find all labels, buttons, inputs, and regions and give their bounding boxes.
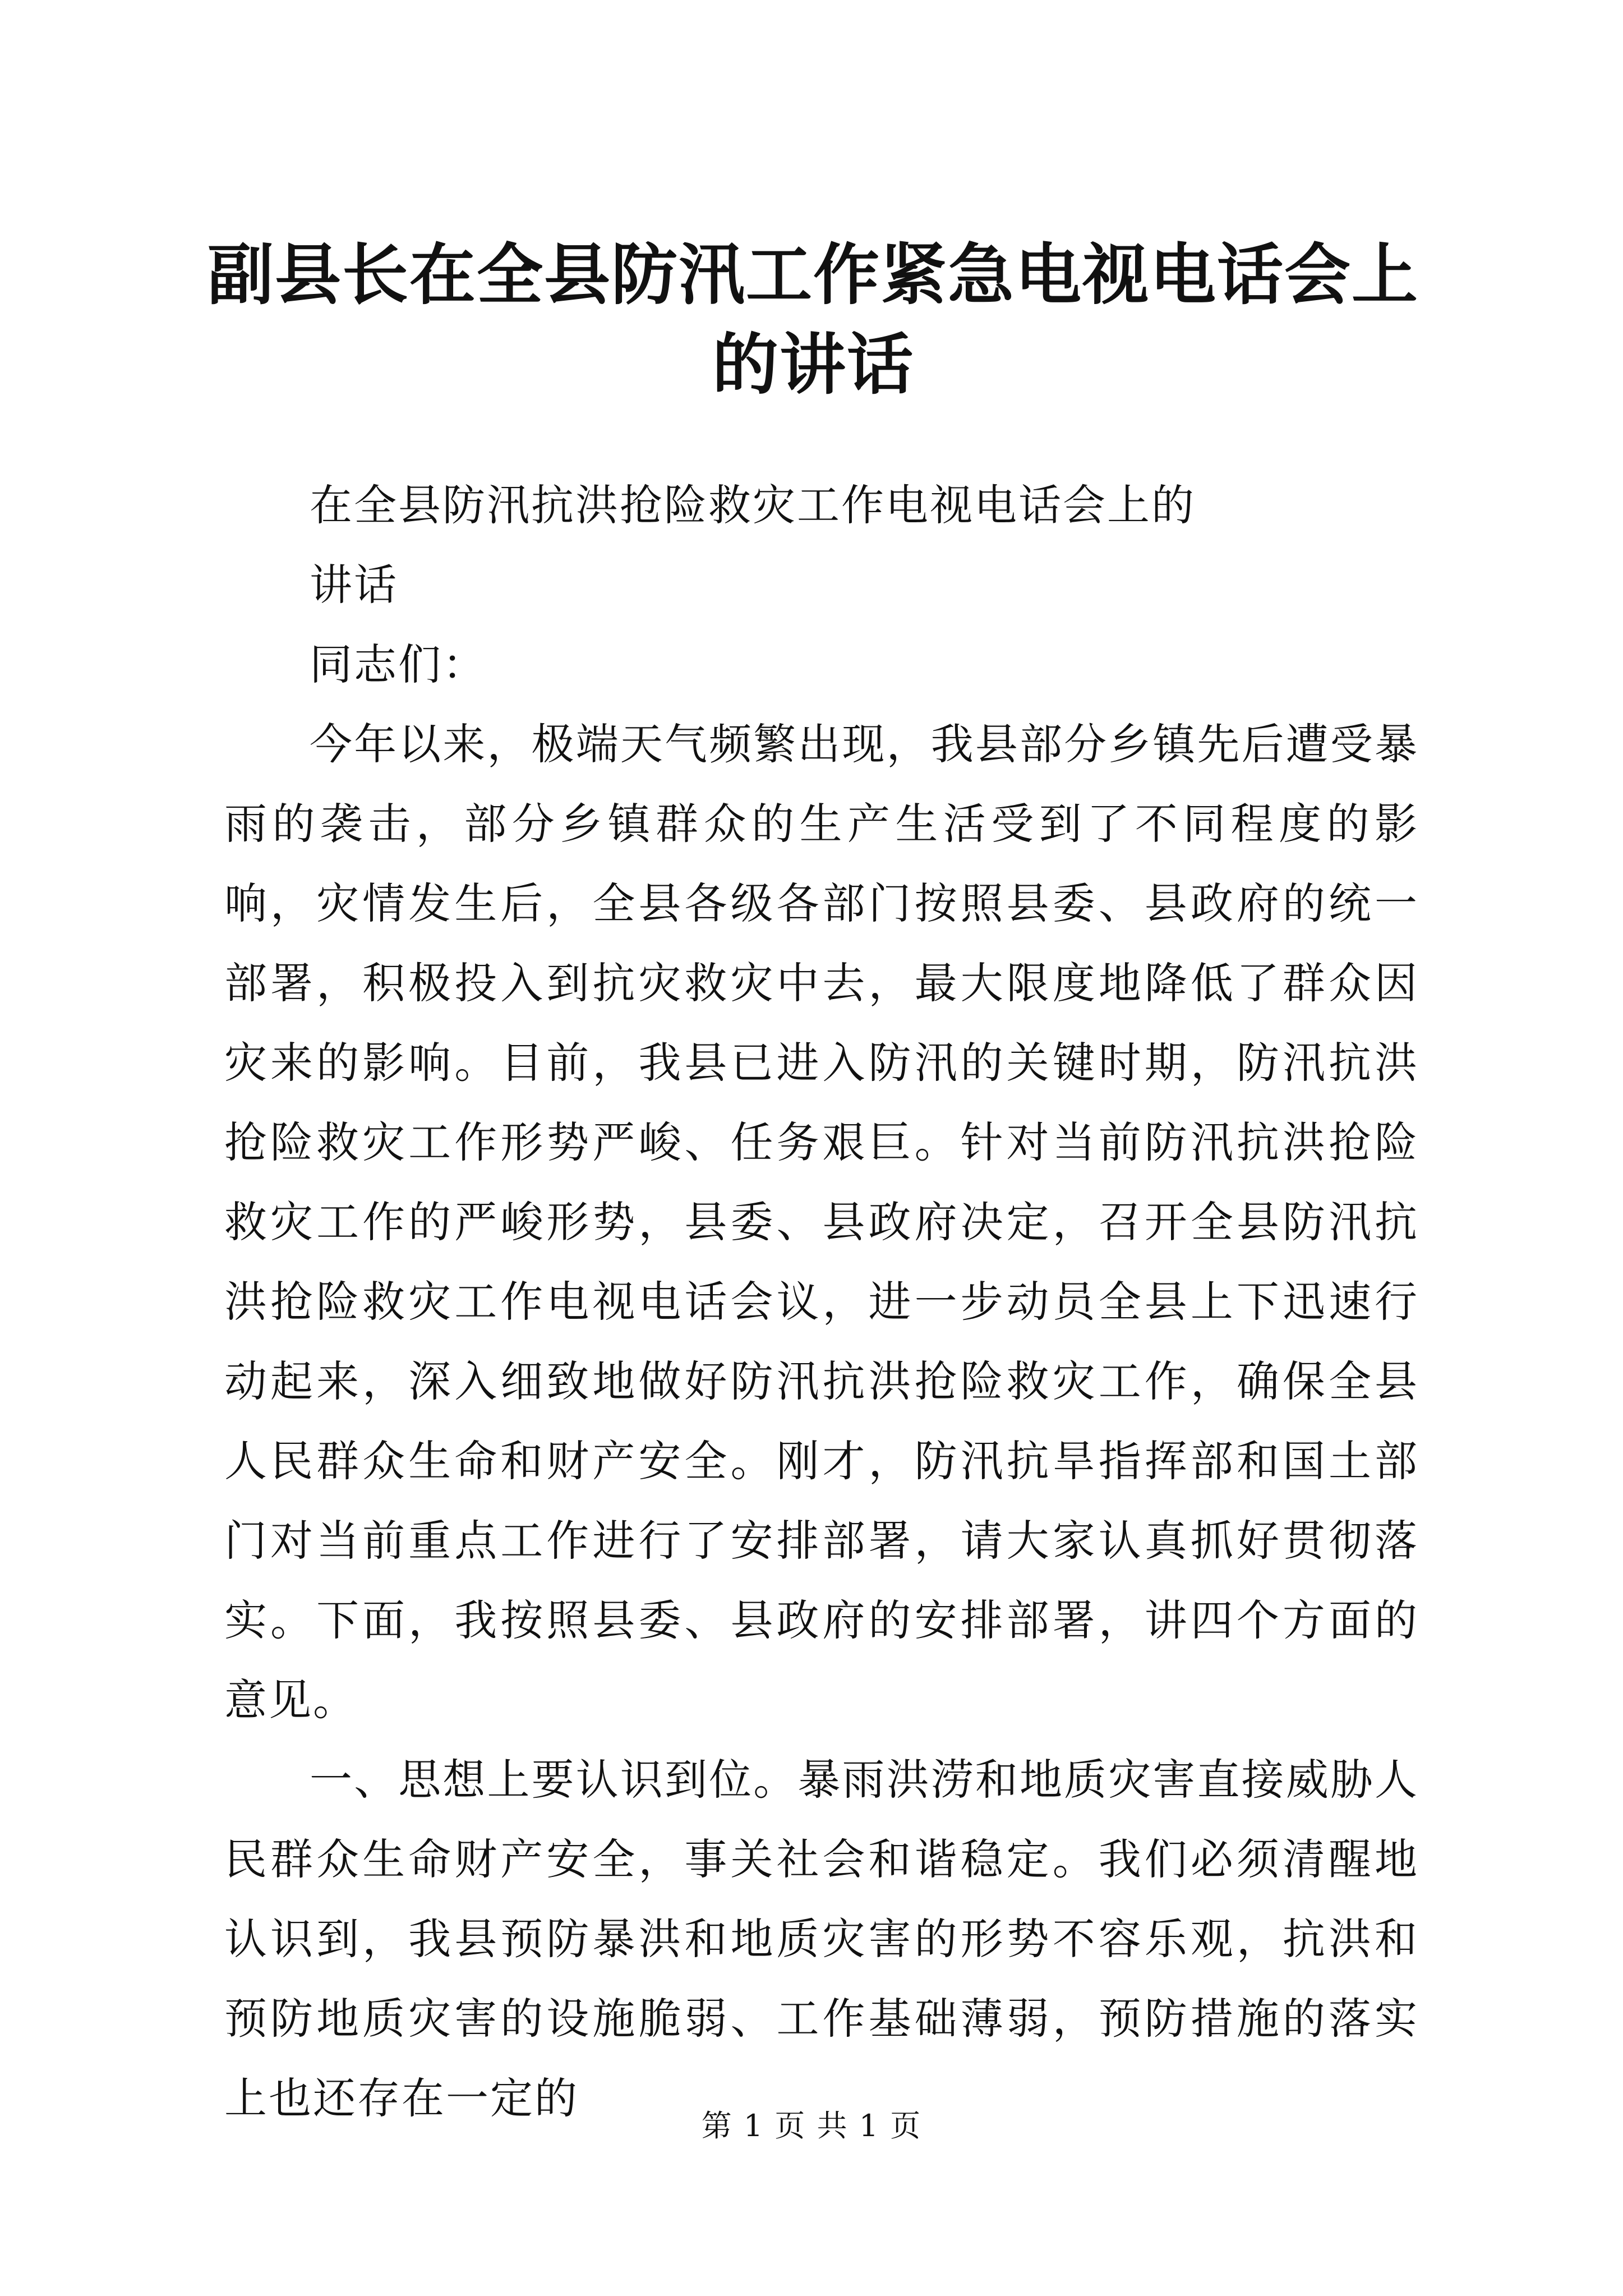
page-footer: 第 1 页 共 1 页 <box>701 2108 922 2143</box>
salutation: 同志们： <box>310 639 487 689</box>
body-paragraph: 今年以来，极端天气频繁出现，我县部分乡镇先后遭受暴雨的袭击，部分乡镇群众的生产生活受到了不同程度的影响，灾情发生后，全县各级各部门按照县委、县政府的统一部署，积极投入到抗灾救灾中去，最大限度地降低了群众因灾来的影响。目前，我县已进入防汛的关键时期，防汛抗洪抢险救灾工作形势严峻、任务艰巨。针对当前防汛抗洪抢险救灾工作的严峻形势，县委、县政府决定，召开全县防汛抗洪抢险救灾工作电视电话会议，进一步动员全县上下迅速行动起来，深入细致地做好防汛抗洪抢险救灾工作，确保全县人民群众生命和财产安全。刚才，防汛抗旱指挥部和国土部门对当前重点工作进行了安排部署，请大家认真抓好贯彻落实。下面，我按照县委、县政府的安排部署，讲四个方面的意见。 <box>224 719 1419 1725</box>
subtitle-line-2: 讲话 <box>310 560 398 610</box>
document-body <box>224 466 1419 2138</box>
subtitle-line-1: 在全县防汛抗洪抢险救灾工作电视电话会上的 <box>310 480 1196 530</box>
document-title: 副县长在全县防汛工作紧急电视电话会上的讲话 <box>207 236 1419 403</box>
body-paragraph: 一、思想上要认识到位。暴雨洪涝和地质灾害直接威胁人民群众生命财产安全，事关社会和谐稳定。我们必须清醒地认识到，我县预防暴洪和地质灾害的形势不容乐观，抗洪和预防地质灾害的设施脆弱、工作基础薄弱，预防措施的落实上也还存在一定的 <box>224 1755 1419 2123</box>
